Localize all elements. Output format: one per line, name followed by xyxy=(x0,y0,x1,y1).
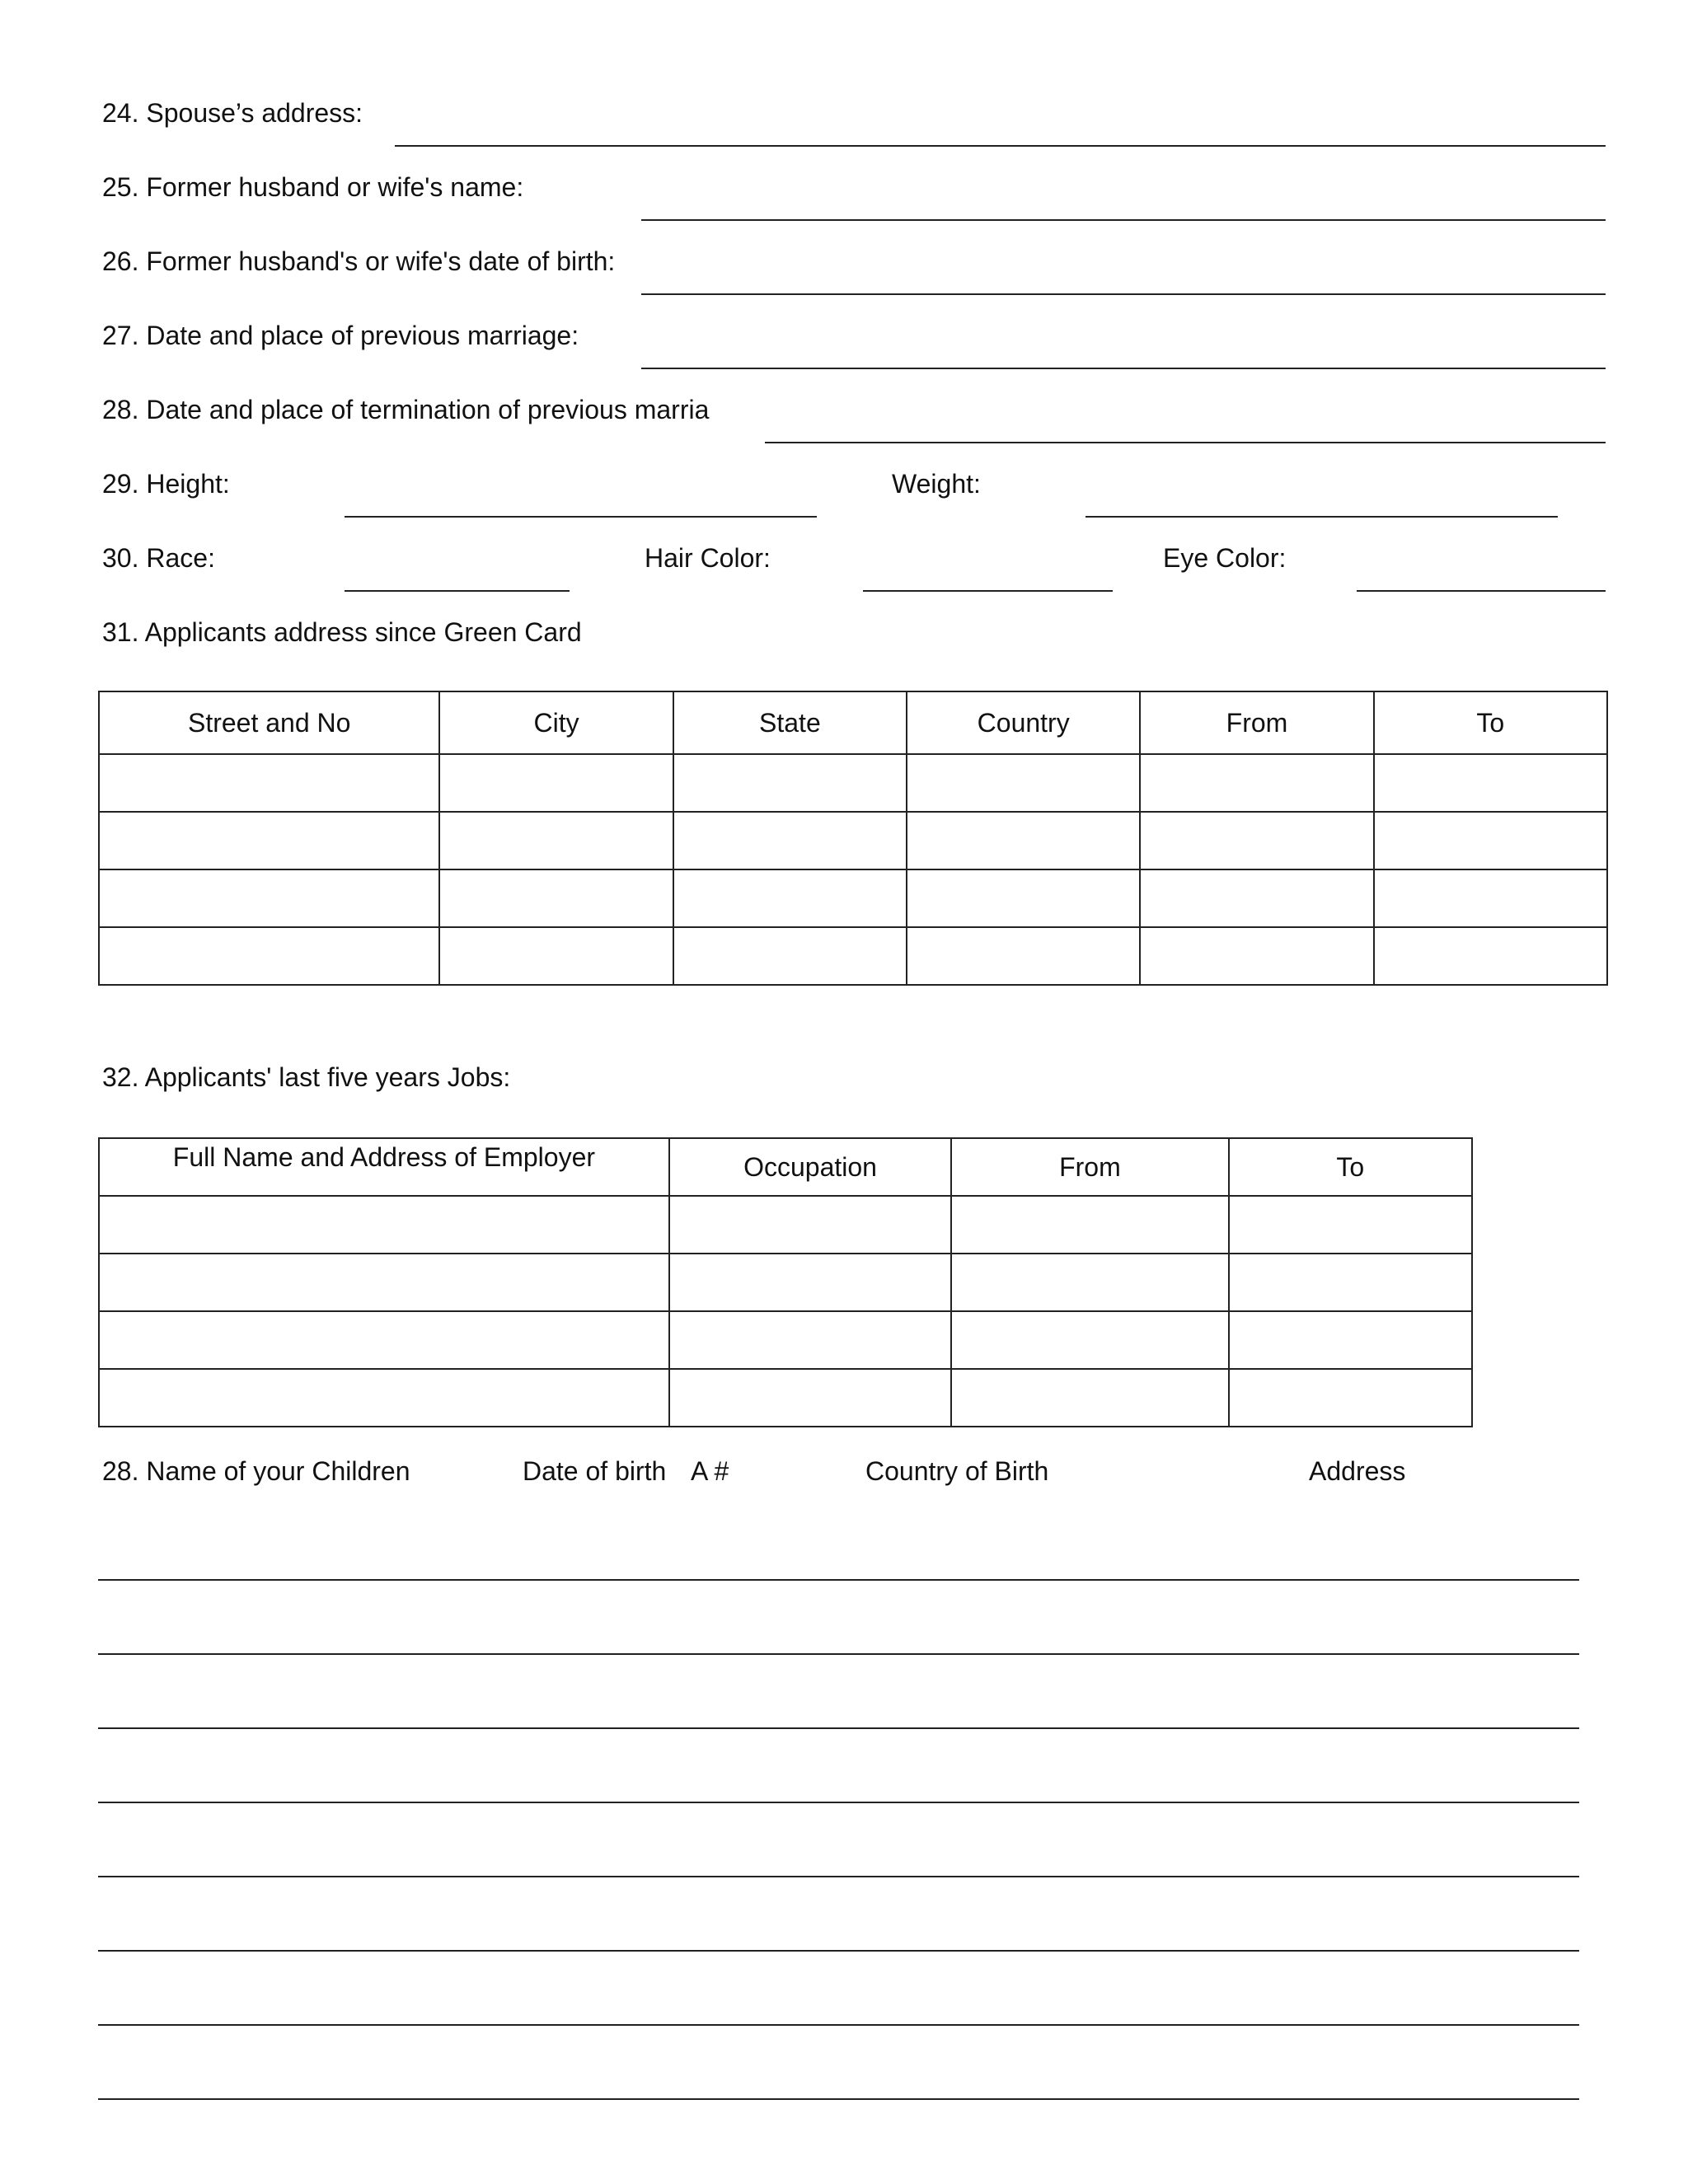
table-cell[interactable] xyxy=(907,927,1140,985)
column-from: From xyxy=(1140,691,1373,754)
former-spouse-name-label: 25. Former husband or wife's name: xyxy=(102,172,524,202)
table-cell[interactable] xyxy=(439,812,673,869)
table-row xyxy=(99,1311,1472,1369)
column-city: City xyxy=(439,691,673,754)
address-history-table xyxy=(98,691,1608,986)
table-cell[interactable] xyxy=(951,1311,1228,1369)
table-cell[interactable] xyxy=(1229,1369,1472,1427)
weight-field[interactable] xyxy=(1085,516,1558,518)
eye-color-field[interactable] xyxy=(1357,590,1606,592)
table-cell[interactable] xyxy=(99,927,439,985)
table-cell[interactable] xyxy=(99,869,439,927)
spouse-address-field[interactable] xyxy=(395,145,1606,147)
column-state: State xyxy=(673,691,907,754)
table-cell[interactable] xyxy=(951,1369,1228,1427)
table-row xyxy=(99,1369,1472,1427)
previous-marriage-field[interactable] xyxy=(641,368,1606,369)
table-cell[interactable] xyxy=(1229,1254,1472,1311)
table-cell[interactable] xyxy=(951,1254,1228,1311)
table-cell[interactable] xyxy=(907,812,1140,869)
height-field[interactable] xyxy=(345,516,817,518)
jobs-history-label: 32. Applicants' last five years Jobs: xyxy=(102,1062,511,1092)
table-cell[interactable] xyxy=(439,754,673,812)
column-to: To xyxy=(1229,1138,1472,1196)
hair-color-field[interactable] xyxy=(863,590,1113,592)
table-row xyxy=(99,869,1607,927)
table-cell[interactable] xyxy=(1140,869,1373,927)
eye-color-label: Eye Color: xyxy=(1163,543,1287,573)
previous-marriage-label: 27. Date and place of previous marriage: xyxy=(102,321,579,350)
height-label: 29. Height: xyxy=(102,469,230,499)
children-country-label: Country of Birth xyxy=(865,1456,1049,1486)
former-spouse-dob-field[interactable] xyxy=(641,293,1606,295)
spouse-address-label: 24. Spouse’s address: xyxy=(102,98,363,128)
table-cell[interactable] xyxy=(99,1254,669,1311)
table-cell[interactable] xyxy=(673,869,907,927)
table-row xyxy=(99,1254,1472,1311)
table-cell[interactable] xyxy=(673,927,907,985)
children-address-label: Address xyxy=(1309,1456,1406,1486)
table-cell[interactable] xyxy=(1374,927,1607,985)
table-cell[interactable] xyxy=(1229,1196,1472,1254)
table-cell[interactable] xyxy=(907,754,1140,812)
table-cell[interactable] xyxy=(673,754,907,812)
table-row xyxy=(99,1196,1472,1254)
table-cell[interactable] xyxy=(673,812,907,869)
former-spouse-name-field[interactable] xyxy=(641,219,1606,221)
race-field[interactable] xyxy=(345,590,570,592)
table-cell[interactable] xyxy=(99,812,439,869)
table-cell[interactable] xyxy=(99,1369,669,1427)
table-row xyxy=(99,812,1607,869)
table-cell[interactable] xyxy=(1374,869,1607,927)
table-cell[interactable] xyxy=(951,1196,1228,1254)
table-cell[interactable] xyxy=(1374,812,1607,869)
marriage-termination-label: 28. Date and place of termination of previous marria xyxy=(102,395,710,424)
table-cell[interactable] xyxy=(907,869,1140,927)
table-cell[interactable] xyxy=(1374,754,1607,812)
table-cell[interactable] xyxy=(99,1196,669,1254)
column-employer: Full Name and Address of Employer xyxy=(99,1138,669,1196)
children-entry-line[interactable] xyxy=(98,1802,1579,1803)
weight-label: Weight: xyxy=(892,469,981,499)
table-cell[interactable] xyxy=(439,869,673,927)
children-entry-line[interactable] xyxy=(98,2098,1579,2100)
table-cell[interactable] xyxy=(99,754,439,812)
children-a-number-label: A # xyxy=(691,1456,729,1486)
column-to: To xyxy=(1374,691,1607,754)
table-cell[interactable] xyxy=(669,1311,951,1369)
table-cell[interactable] xyxy=(99,1311,669,1369)
children-entry-line[interactable] xyxy=(98,2024,1579,2026)
table-cell[interactable] xyxy=(439,927,673,985)
hair-color-label: Hair Color: xyxy=(645,543,771,573)
table-cell[interactable] xyxy=(1140,927,1373,985)
race-label: 30. Race: xyxy=(102,543,215,573)
children-name-label: 28. Name of your Children xyxy=(102,1456,410,1486)
table-row xyxy=(99,754,1607,812)
children-entry-line[interactable] xyxy=(98,1579,1579,1581)
column-street: Street and No xyxy=(99,691,439,754)
table-cell[interactable] xyxy=(1229,1311,1472,1369)
children-entry-line[interactable] xyxy=(98,1876,1579,1877)
column-country: Country xyxy=(907,691,1140,754)
children-dob-label: Date of birth xyxy=(523,1456,667,1486)
children-entry-line[interactable] xyxy=(98,1653,1579,1655)
table-cell[interactable] xyxy=(1140,812,1373,869)
table-cell[interactable] xyxy=(669,1254,951,1311)
jobs-history-table xyxy=(98,1137,1473,1427)
table-header-row xyxy=(99,1138,1472,1196)
table-cell[interactable] xyxy=(669,1196,951,1254)
address-history-label: 31. Applicants address since Green Card xyxy=(102,617,582,647)
table-cell[interactable] xyxy=(1140,754,1373,812)
children-entry-line[interactable] xyxy=(98,1727,1579,1729)
table-cell[interactable] xyxy=(669,1369,951,1427)
children-entry-line[interactable] xyxy=(98,1950,1579,1952)
column-from: From xyxy=(951,1138,1228,1196)
marriage-termination-field[interactable] xyxy=(765,442,1606,443)
table-row xyxy=(99,927,1607,985)
former-spouse-dob-label: 26. Former husband's or wife's date of birth: xyxy=(102,246,616,276)
column-occupation: Occupation xyxy=(669,1138,951,1196)
table-header-row xyxy=(99,691,1607,754)
